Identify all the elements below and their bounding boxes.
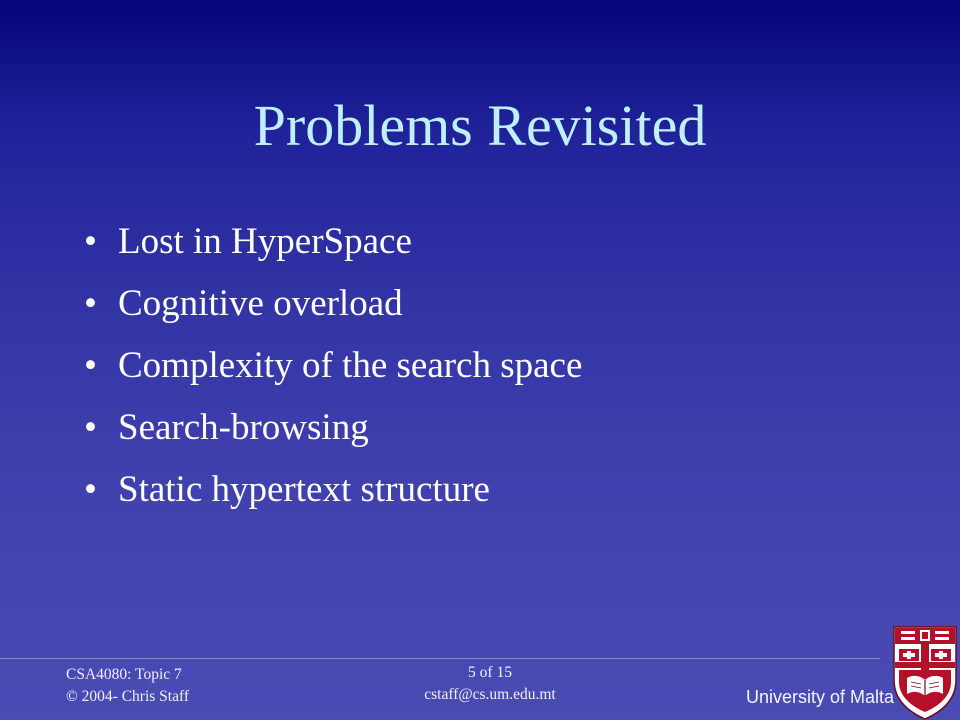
bullet-dot: • [84, 407, 97, 448]
bullet-text: Search-browsing [118, 407, 369, 448]
bullet-item [84, 214, 582, 276]
bullet-text: Lost in HyperSpace [118, 221, 412, 262]
author-email: cstaff@cs.um.edu.mt [424, 686, 556, 703]
bullet-item [84, 338, 582, 400]
bullet-item [84, 462, 582, 524]
bullet-text: Static hypertext structure [118, 469, 490, 510]
slide-title: Problems Revisited [253, 93, 707, 158]
copyright-label: © 2004- Chris Staff [66, 688, 190, 705]
university-crest-icon [893, 626, 957, 720]
footer-course-info [66, 664, 189, 708]
course-label: CSA4080: Topic 7 [66, 666, 182, 683]
bullet-item [84, 276, 582, 338]
bullet-list [84, 214, 582, 524]
page-number: 5 of 15 [468, 664, 512, 681]
bullet-dot: • [84, 283, 97, 324]
bullet-dot: • [84, 345, 97, 386]
bullet-dot: • [84, 221, 97, 262]
bullet-text: Complexity of the search space [118, 345, 583, 386]
bullet-text: Cognitive overload [118, 283, 403, 324]
university-name: University of Malta [745, 687, 894, 707]
bullet-dot: • [84, 469, 97, 510]
footer-page-info [380, 662, 600, 706]
footer-divider [0, 658, 880, 659]
bullet-item [84, 400, 582, 462]
